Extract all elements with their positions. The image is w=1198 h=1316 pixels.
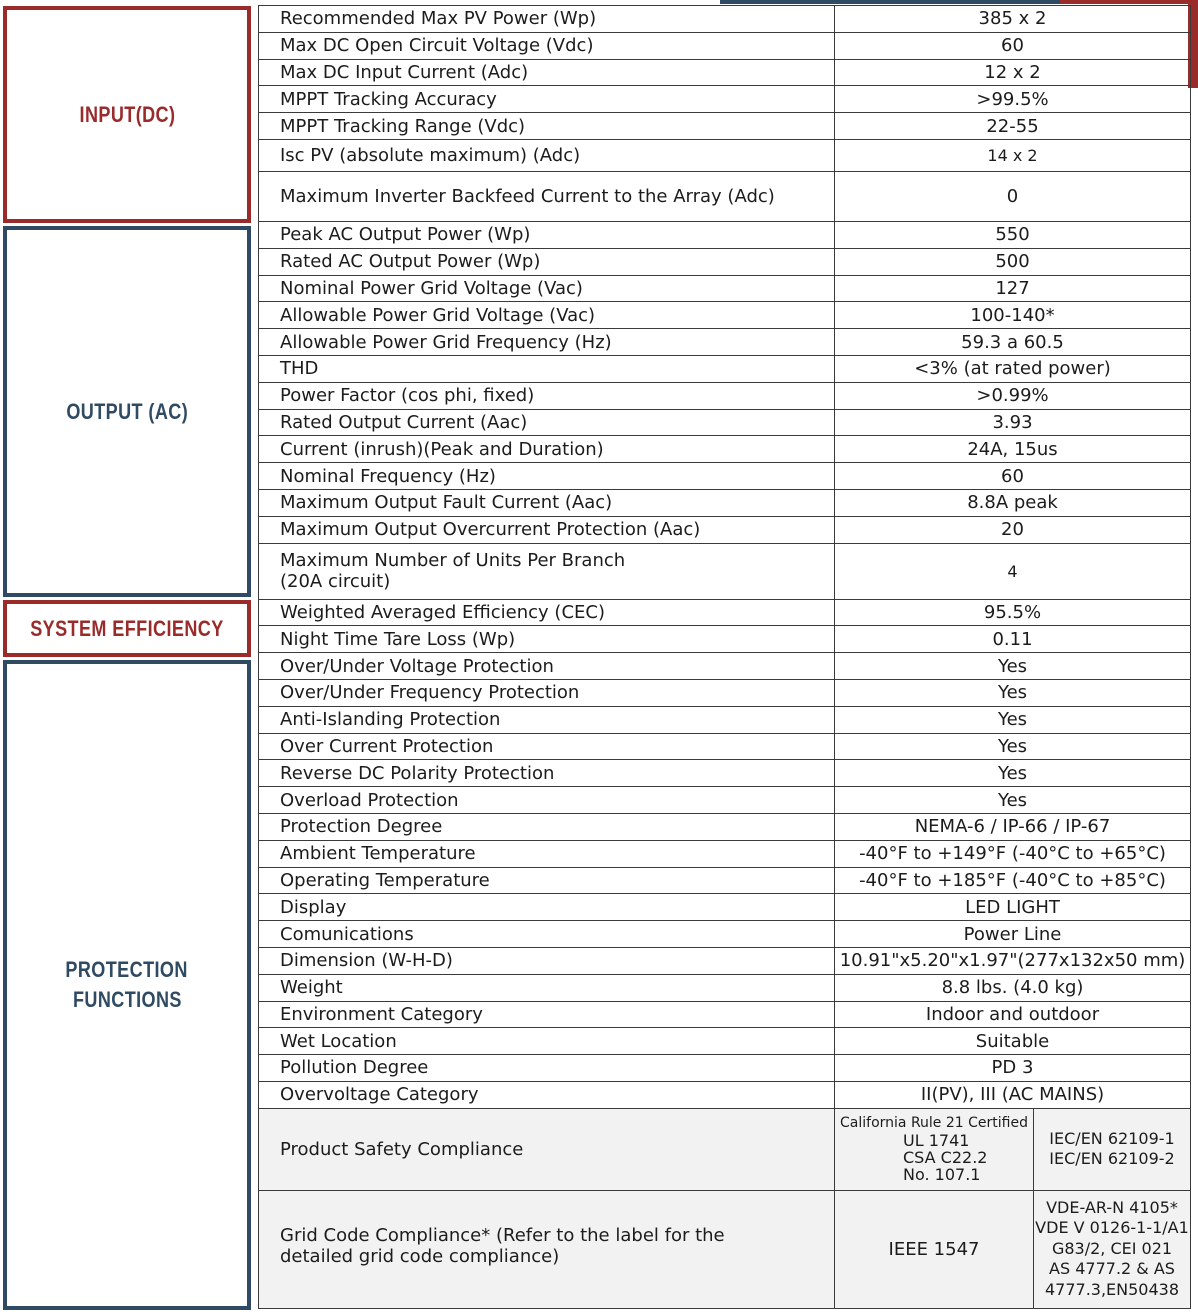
spec-row [259,139,1191,171]
spec-label: Max DC Open Circuit Voltage (Vdc) [259,32,835,59]
spec-value: 60 [835,463,1191,490]
spec-value: Yes [835,760,1191,787]
spec-row [259,760,1191,787]
grid-right-line: VDE V 0126-1-1/A1 [1035,1218,1189,1238]
top-accent-bar-blue [720,0,1060,4]
section-output-ac [3,226,251,597]
spec-label: Nominal Power Grid Voltage (Vac) [259,275,835,302]
safety-row [259,1108,1191,1190]
safety-left-cell [835,1108,1034,1190]
spec-value: 14 x 2 [835,139,1191,171]
spec-row [259,599,1191,626]
section-input-title: INPUT(DC) [79,101,175,127]
spec-row [259,329,1191,356]
spec-table [258,5,1191,1309]
spec-label: Rated AC Output Power (Wp) [259,248,835,275]
spec-value: LED LIGHT [835,894,1191,921]
spec-row [259,867,1191,894]
safety-right-line: IEC/EN 62109-2 [1049,1149,1175,1169]
section-protection-title-line1: PROTECTION [65,957,189,982]
spec-row [259,409,1191,436]
spec-label: Isc PV (absolute maximum) (Adc) [259,139,835,171]
spec-value: Indoor and outdoor [835,1001,1191,1028]
spec-label: Power Factor (cos phi, fixed) [259,382,835,409]
spec-label: Operating Temperature [259,867,835,894]
spec-label: Allowable Power Grid Frequency (Hz) [259,329,835,356]
spec-value: Suitable [835,1028,1191,1055]
spec-value: 0.11 [835,626,1191,653]
spec-value: 8.8A peak [835,489,1191,516]
safety-right-line: IEC/EN 62109-1 [1049,1129,1175,1149]
section-efficiency-title: SYSTEM EFFICIENCY [30,615,224,641]
grid-label-line: detailed grid code compliance) [280,1246,560,1268]
safety-left-line: California Rule 21 Certified [840,1115,1028,1132]
spec-label [259,1190,835,1308]
spec-value: -40°F to +149°F (-40°C to +65°C) [835,840,1191,867]
spec-value: 24A, 15us [835,436,1191,463]
spec-row [259,355,1191,382]
spec-value: 385 x 2 [835,6,1191,33]
spec-label: Wet Location [259,1028,835,1055]
spec-label: Dimension (W-H-D) [259,947,835,974]
spec-row [259,733,1191,760]
spec-label: MPPT Tracking Accuracy [259,86,835,113]
spec-value: <3% (at rated power) [835,355,1191,382]
spec-row [259,6,1191,33]
spec-value: 550 [835,221,1191,248]
spec-row [259,626,1191,653]
spec-row [259,543,1191,599]
spec-label: Allowable Power Grid Voltage (Vac) [259,302,835,329]
spec-table-body [259,6,1191,1309]
grid-code-row [259,1190,1191,1308]
spec-row [259,1081,1191,1108]
section-input-dc [3,6,251,223]
spec-value: 8.8 lbs. (4.0 kg) [835,974,1191,1001]
safety-left-line: UL 1741 [903,1131,970,1151]
spec-label: Overvoltage Category [259,1081,835,1108]
section-output-title: OUTPUT (AC) [66,398,188,424]
spec-label [259,543,835,599]
spec-label: Weight [259,974,835,1001]
spec-value: 59.3 a 60.5 [835,329,1191,356]
spec-value: 0 [835,171,1191,221]
spec-label: Night Time Tare Loss (Wp) [259,626,835,653]
spec-value: >0.99% [835,382,1191,409]
top-accent-bar-red [1060,0,1198,4]
spec-label: Current (inrush)(Peak and Duration) [259,436,835,463]
spec-row [259,248,1191,275]
spec-row [259,1001,1191,1028]
grid-label-line: Grid Code Compliance* (Refer to the label for the [280,1225,725,1247]
spec-value: 500 [835,248,1191,275]
spec-value: Yes [835,706,1191,733]
spec-row [259,59,1191,86]
spec-value: 22-55 [835,113,1191,140]
spec-label: Weighted Averaged Efficiency (CEC) [259,599,835,626]
spec-value: 10.91"x5.20"x1.97"(277x132x50 mm) [835,947,1191,974]
spec-value: NEMA-6 / IP-66 / IP-67 [835,813,1191,840]
spec-label: Reverse DC Polarity Protection [259,760,835,787]
safety-left-line: CSA C22.2 [903,1148,988,1168]
spec-row [259,679,1191,706]
spec-label: MPPT Tracking Range (Vdc) [259,113,835,140]
spec-label: Over Current Protection [259,733,835,760]
grid-right-line: AS 4777.2 & AS [1049,1259,1175,1279]
spec-label: Ambient Temperature [259,840,835,867]
grid-right-line: G83/2, CEI 021 [1051,1238,1173,1258]
spec-value: II(PV), III (AC MAINS) [835,1081,1191,1108]
spec-value: PD 3 [835,1055,1191,1082]
section-system-efficiency [3,600,251,657]
safety-right-cell [1034,1108,1191,1190]
spec-label-line: Maximum Number of Units Per Branch [280,550,626,572]
spec-row [259,221,1191,248]
spec-label: Maximum Inverter Backfeed Current to the Array (Adc) [259,171,835,221]
spec-label: Rated Output Current (Aac) [259,409,835,436]
safety-left-line: No. 107.1 [903,1165,981,1185]
spec-label: Over/Under Frequency Protection [259,679,835,706]
spec-row [259,516,1191,543]
spec-row [259,171,1191,221]
grid-right-line: 4777.3,EN50438 [1044,1279,1180,1299]
spec-label: Display [259,894,835,921]
spec-label: Overload Protection [259,787,835,814]
spec-value: Yes [835,679,1191,706]
section-protection-title-line2: FUNCTIONS [72,987,182,1012]
spec-row [259,436,1191,463]
spec-value: -40°F to +185°F (-40°C to +85°C) [835,867,1191,894]
section-protection-functions [3,660,251,1310]
spec-row [259,463,1191,490]
spec-row [259,489,1191,516]
spec-value: 20 [835,516,1191,543]
spec-label: Environment Category [259,1001,835,1028]
spec-label: Product Safety Compliance [259,1108,835,1190]
spec-value: 95.5% [835,599,1191,626]
spec-row [259,86,1191,113]
spec-label: Over/Under Voltage Protection [259,653,835,680]
spec-label-line: (20A circuit) [280,571,391,593]
spec-value: 100-140* [835,302,1191,329]
spec-row [259,840,1191,867]
spec-row [259,706,1191,733]
spec-row [259,787,1191,814]
spec-value: 3.93 [835,409,1191,436]
spec-row [259,947,1191,974]
spec-row [259,921,1191,948]
spec-row [259,1055,1191,1082]
spec-label: Nominal Frequency (Hz) [259,463,835,490]
spec-label: Maximum Output Overcurrent Protection (Aac) [259,516,835,543]
spec-label: Maximum Output Fault Current (Aac) [259,489,835,516]
spec-row [259,302,1191,329]
spec-label: Anti-Islanding Protection [259,706,835,733]
spec-row [259,32,1191,59]
spec-row [259,813,1191,840]
spec-value: 4 [835,543,1191,599]
spec-label: Max DC Input Current (Adc) [259,59,835,86]
spec-row [259,653,1191,680]
spec-value: 12 x 2 [835,59,1191,86]
spec-value: Yes [835,733,1191,760]
spec-label: Pollution Degree [259,1055,835,1082]
grid-right-line: VDE-AR-N 4105* [1046,1197,1178,1217]
spec-value: Yes [835,787,1191,814]
grid-left-cell: IEEE 1547 [835,1190,1034,1308]
spec-value: Yes [835,653,1191,680]
spec-row [259,113,1191,140]
spec-value: >99.5% [835,86,1191,113]
spec-value: 127 [835,275,1191,302]
spec-row [259,894,1191,921]
spec-value: Power Line [835,921,1191,948]
spec-row [259,275,1191,302]
spec-row [259,382,1191,409]
spec-label: Peak AC Output Power (Wp) [259,221,835,248]
spec-row [259,974,1191,1001]
spec-label: Recommended Max PV Power (Wp) [259,6,835,33]
spec-label: THD [259,355,835,382]
grid-right-cell [1034,1190,1191,1308]
spec-label: Comunications [259,921,835,948]
spec-row [259,1028,1191,1055]
spec-label: Protection Degree [259,813,835,840]
spec-value: 60 [835,32,1191,59]
